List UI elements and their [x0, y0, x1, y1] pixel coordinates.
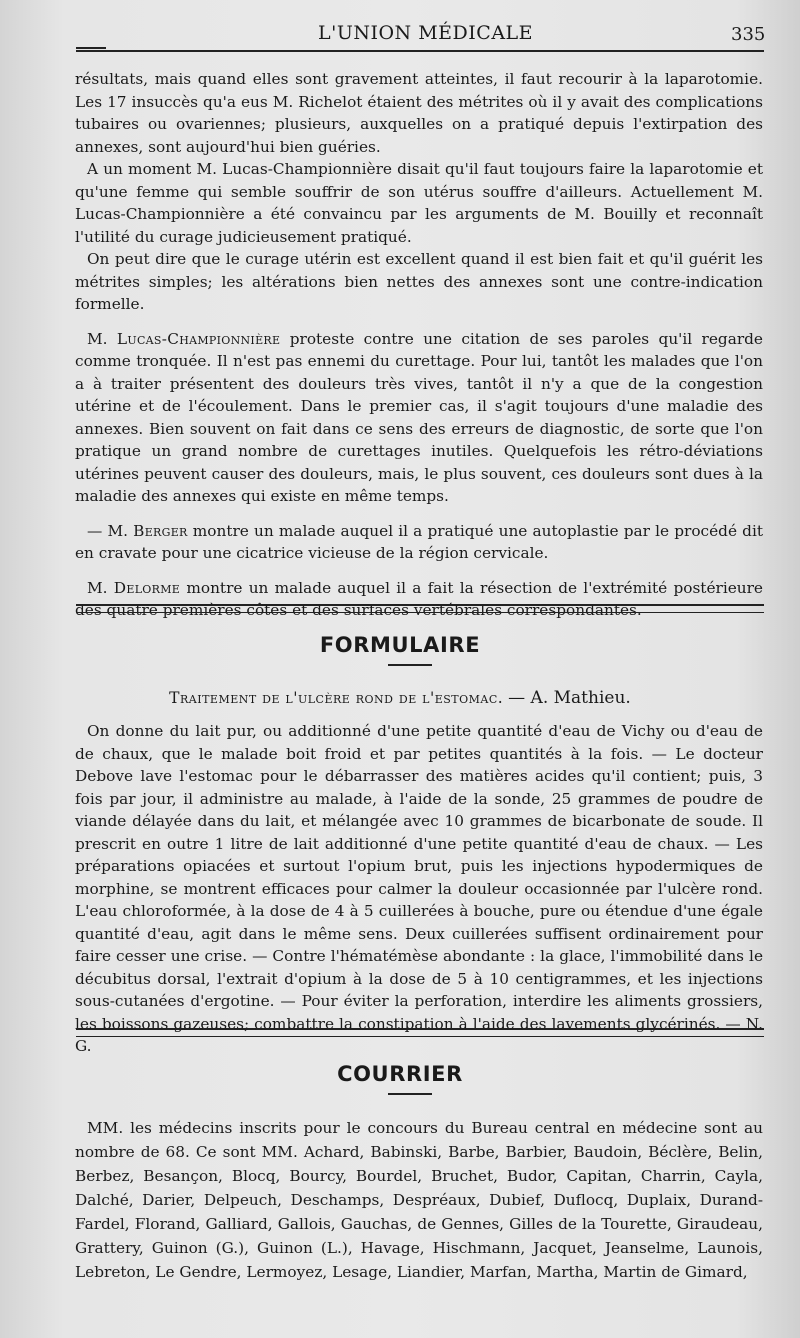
recipe-title: Traitement de l'ulcère rond de l'estomac. — [169, 689, 504, 707]
paragraph: On donne du lait pur, ou additionné d'une petite quantité d'eau de Vichy ou d'eau de de chaux, que le malade boit froid et par petites quantités à la fois. — Le docteur Debove lave l'estomac pour le débarrasser des matières acides qu'il contient; puis, 3 fois par jour, il administre au malade, à l'aide de la sonde, 25 grammes de poudre de viande délayée dans du lait, et mélangée avec 10 grammes de bicarbonate de soude. Il prescrit en outre 1 litre de lait additionné d'une petite quantité d'eau de chaux. — Les préparations opiacées et surtout l'opium brut, puis les injections hypodermiques de morphine, se montrent efficaces pour calmer la douleur occasionnée par l'ulcère rond. L'eau chloroformée, à la dose de 4 à 5 cuillerées à bouche, pure ou étendue d'une égale quantité d'eau, agit dans le même sens. Deux cuillerées suffisent ordinairement pour faire cesser une crise. — Contre l'hématémèse abondante : la glace, l'immobilité dans le décubitus dorsal, l'extrait d'opium à la dose de 5 à 10 centigrammes, et les injections sous-cutanées d'ergotine. — Pour éviter la perforation, interdire les aliments grossiers, les boissons gazeuses; combattre la constipation à l'aide des lavements glycérinés. — N. G. — [75, 722, 763, 1055]
paragraph — [75, 328, 763, 508]
title-underline — [388, 664, 432, 666]
paragraph — [75, 577, 763, 622]
section-divider — [76, 604, 764, 613]
formulaire-title: FORMULAIRE — [319, 633, 481, 657]
formulaire-section — [75, 720, 763, 1058]
section-divider — [76, 1028, 764, 1037]
recipe-heading — [0, 688, 800, 708]
report-section — [75, 68, 763, 622]
title-prefix: M. — [87, 329, 108, 348]
title-underline — [388, 1093, 432, 1095]
paragraph: A un moment M. Lucas-Championnière disait qu'il faut toujours faire la laparotomie et qu'une femme qui semble souffrir de son utérus souffre d'ailleurs. Actuellement M. Lucas-Championnière a été convaincu par les arguments de M. Bouilly et reconnaît l'utilité du curage judicieusement pratiqué. — [75, 160, 763, 246]
speaker-name: Delorme — [113, 578, 181, 597]
paragraph-text: proteste contre une citation de ses paroles qu'il regarde comme tronquée. Il n'est pas ennemi du curettage. Pour lui, tantôt les malades que l'on a à traiter présentent des douleurs très vives, tantôt il n'y a que de la congestion utérine et de l'écoulement. Dans le premier cas, il s'agit toujours d'une maladie des annexes. Bien souvent on fait dans ce sens des erreurs de diagnostic, de sorte que l'on pratique un grand nombre de curettages inutiles. Quelquefois les rétro-déviations utérines peuvent causer des douleurs, mais, le plus souvent, ces douleurs sont dues à la maladie des annexes qui existe en même temps. — [75, 329, 763, 505]
journal-title: L'UNION MÉDICALE — [318, 22, 534, 44]
paragraph-text: montre un malade auquel il a fait la résection de l'extrémité postérieure des quatre premières côtes et des surfaces vertébrales correspondantes. — [75, 578, 763, 619]
paragraph: résultats, mais quand elles sont gravement atteintes, il faut recourir à la laparotomie. Les 17 insuccès qu'a eus M. Richelot étaient des métrites où il y avait des complications tubaires ou ovariennes; plusieurs, auxquelles on a pratiqué depuis l'extirpation des annexes, sont aujourd'hui bien guéries. — [75, 70, 763, 156]
running-head — [0, 22, 800, 52]
recipe-author: — A. Mathieu. — [508, 688, 631, 708]
title-prefix: — M. — [87, 521, 128, 540]
header-rule — [76, 50, 764, 52]
title-prefix: M. — [87, 578, 108, 597]
paragraph: On peut dire que le curage utérin est excellent quand il est bien fait et qu'il guérit les métrites simples; les altérations bien nettes des annexes sont une contre-indication formelle. — [75, 250, 763, 313]
speaker-name: Lucas-Championnière — [116, 329, 281, 348]
paragraph: MM. les médecins inscrits pour le concours du Bureau central en médecine sont au nombre de 68. Ce sont MM. Achard, Babinski, Barbe, Barbier, Baudoin, Béclère, Belin, Berbez, Besançon, Blocq, Bourcy, Bourdel, Bruchet, Budor, Capitan, Charrin, Cayla, Dalché, Darier, Delpeuch, Deschamps, Despréaux, Dubief, Duflocq, Duplaix, Durand-Fardel, Florand, Galliard, Gallois, Gauchas, de Gennes, Gilles de la Tourette, Giraudeau, Grattery, Guinon (G.), Guinon (L.), Havage, Hischmann, Jacquet, Jeanselme, Launois, Lebreton, Le Gendre, Lermoyez, Lesage, Liandier, Marfan, Martha, Martin de Gimard, — [75, 1119, 763, 1281]
speaker-name: Berger — [133, 521, 188, 540]
paragraph-text: montre un malade auquel il a pratiqué une autoplastie par le procédé dit en cravate pour une cicatrice vicieuse de la région cervicale. — [75, 521, 763, 562]
paragraph — [75, 520, 763, 565]
courrier-section — [75, 1116, 763, 1284]
courrier-title: COURRIER — [337, 1062, 463, 1086]
page-number: 335 — [731, 24, 766, 45]
header-rule-lead — [76, 47, 106, 49]
